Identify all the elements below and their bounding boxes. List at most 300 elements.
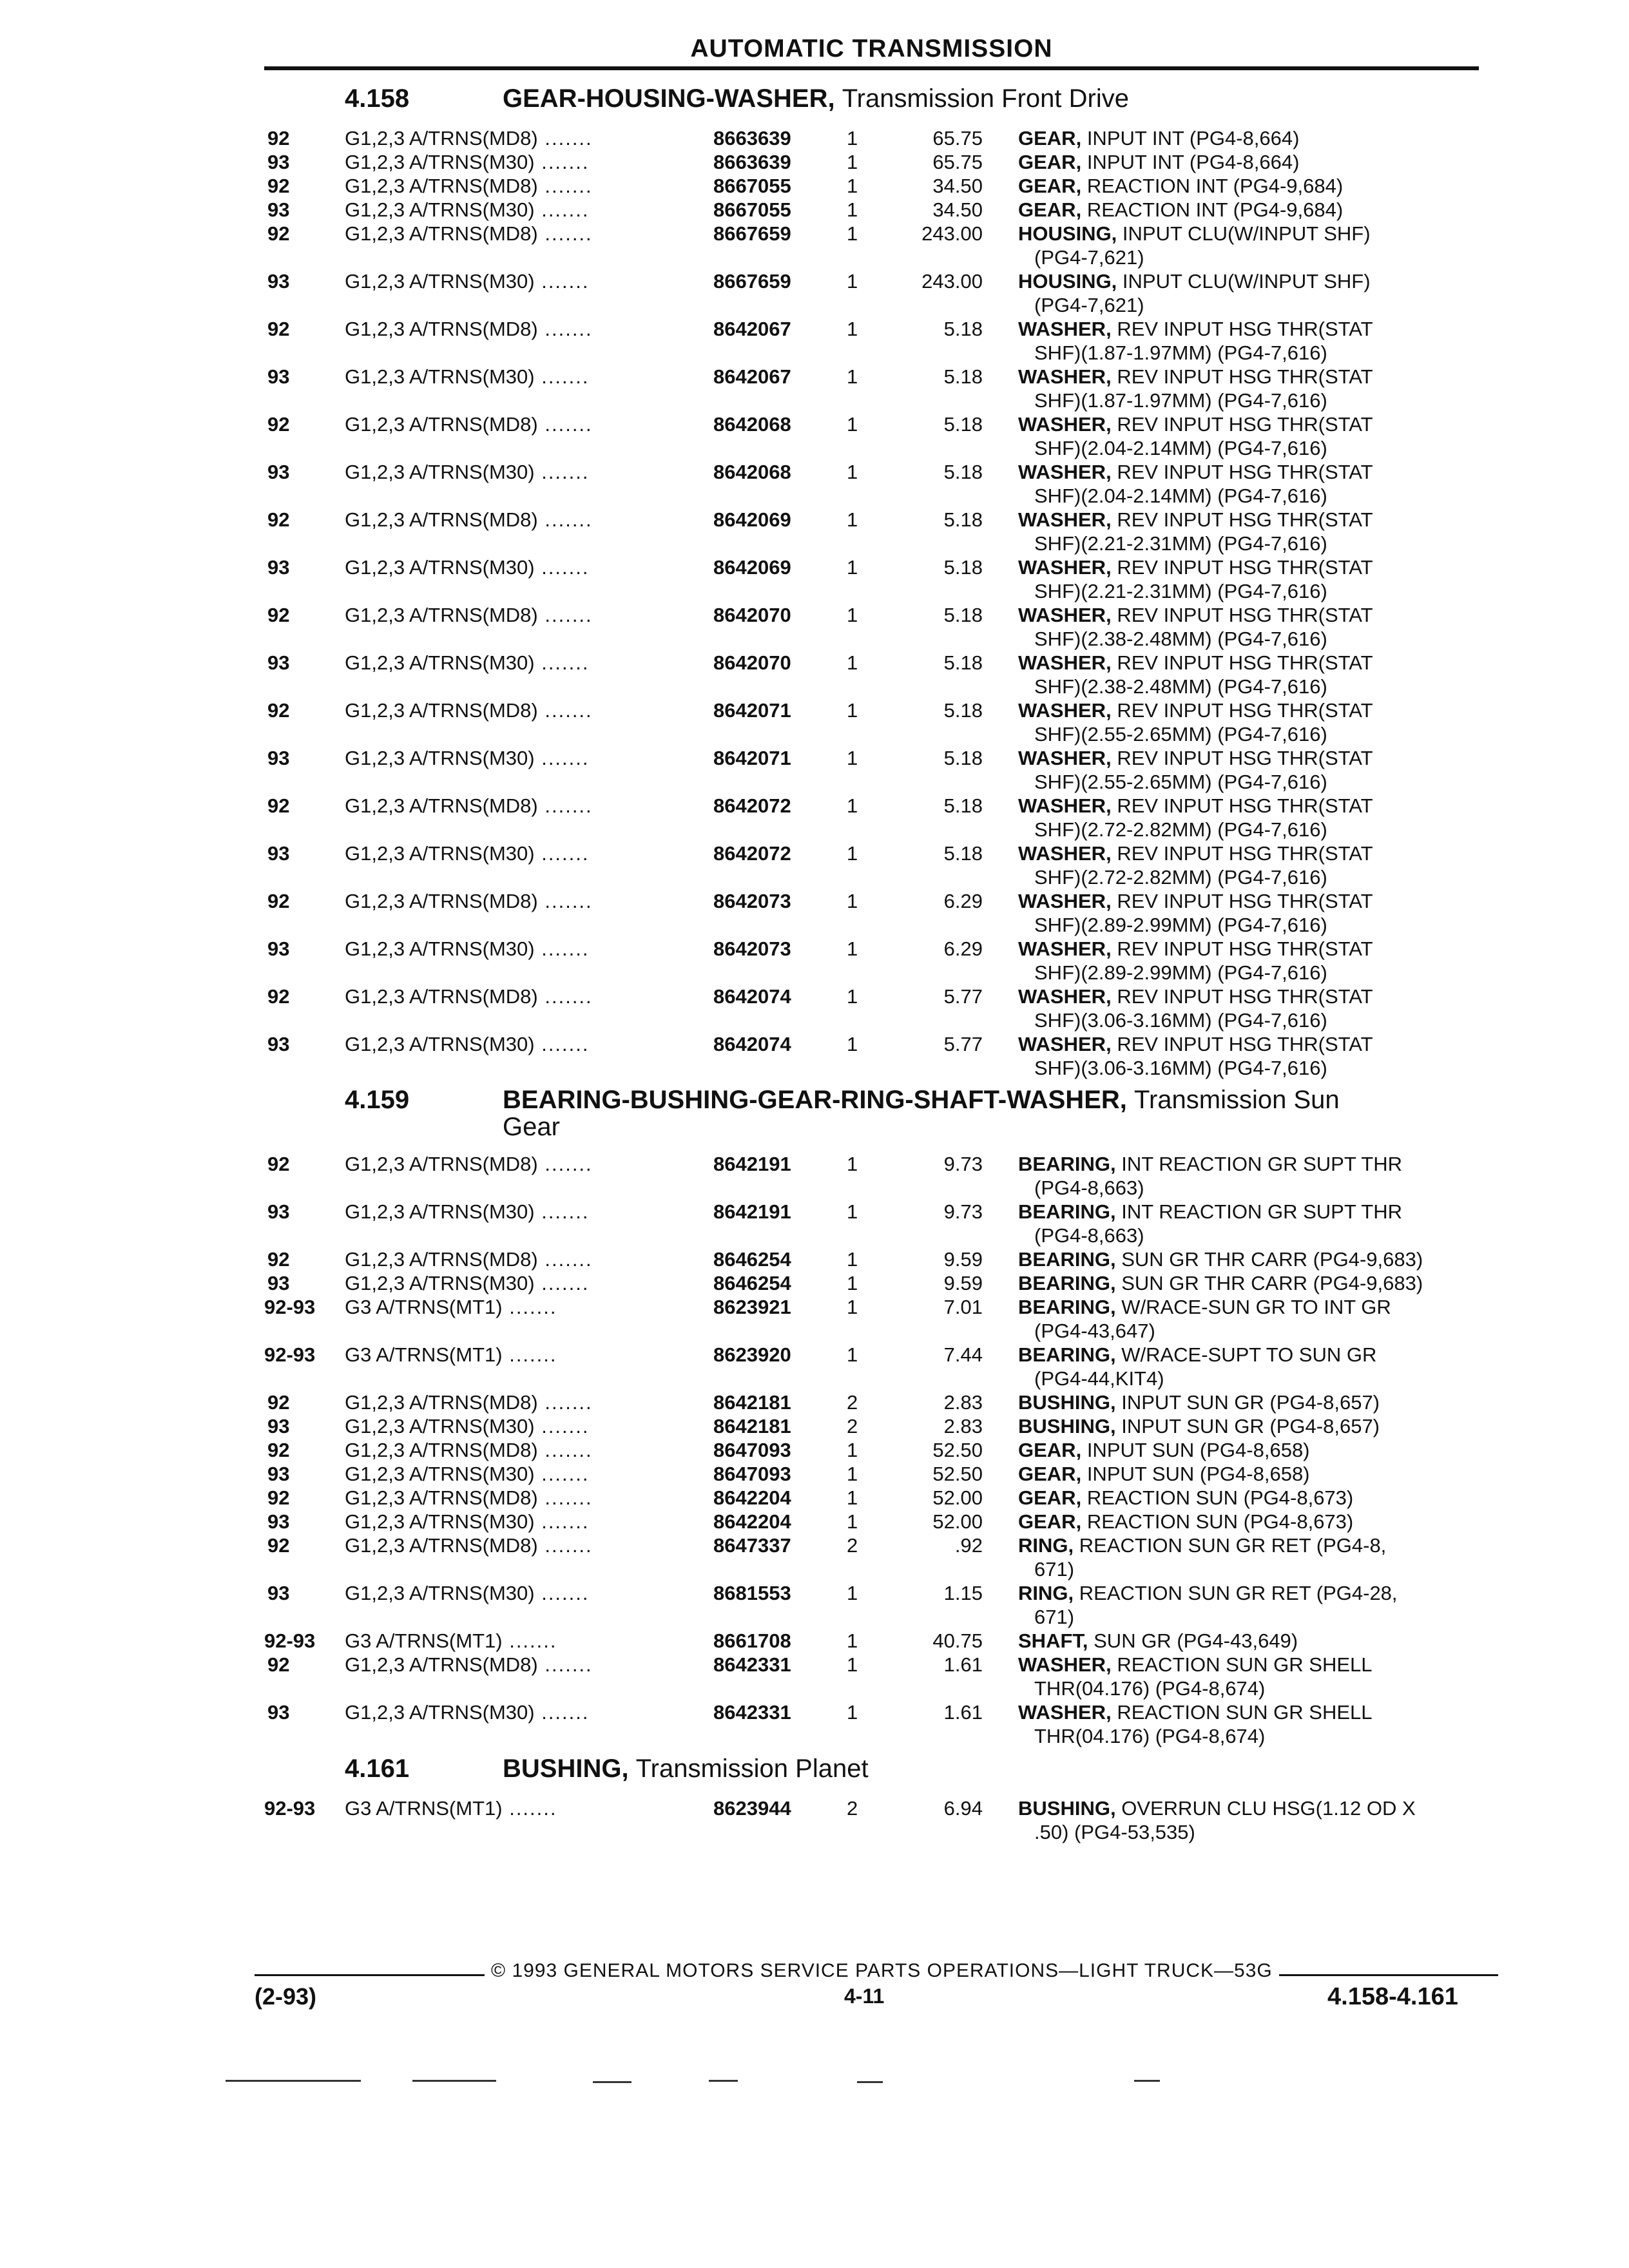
price-cell: 65.75 xyxy=(932,127,983,149)
price-cell: 52.50 xyxy=(932,1463,983,1485)
table-row xyxy=(264,603,1482,651)
year-cell: 93 xyxy=(267,747,290,769)
part-name: WASHER, xyxy=(1018,1033,1112,1055)
part-description: W/RACE-SUN GR TO INT GR xyxy=(1121,1296,1391,1318)
quantity-cell: 1 xyxy=(847,198,858,221)
part-number-cell: 8667659 xyxy=(713,222,791,245)
part-name: BUSHING, xyxy=(1018,1415,1116,1437)
price-cell: 1.15 xyxy=(943,1582,983,1604)
model-cell: G1,2,3 A/TRNS(M30) ....... xyxy=(345,1200,590,1224)
price-cell: 1.61 xyxy=(943,1653,983,1676)
part-description: REACTION INT (PG4-9,684) xyxy=(1086,175,1344,197)
part-description: REV INPUT HSG THR(STAT xyxy=(1117,985,1373,1008)
description-cell xyxy=(1018,1581,1482,1629)
price-cell: 34.50 xyxy=(932,198,983,221)
section-title-4-158 xyxy=(345,85,1129,112)
part-description: INPUT INT (PG4-8,664) xyxy=(1086,151,1300,173)
part-description-cont: (PG4-8,663) xyxy=(1034,1224,1144,1247)
price-cell: 5.18 xyxy=(943,365,983,388)
part-number-cell: 8642071 xyxy=(713,699,791,722)
quantity-cell: 1 xyxy=(847,461,858,483)
part-number-cell: 8661708 xyxy=(713,1629,791,1652)
part-name: BEARING, xyxy=(1018,1343,1116,1366)
table-row xyxy=(264,1629,1482,1653)
table-row xyxy=(264,460,1482,508)
table-row xyxy=(264,841,1482,889)
description-cell xyxy=(1018,555,1482,603)
description-cell xyxy=(1018,174,1482,198)
year-cell: 92 xyxy=(267,985,290,1008)
part-description-cont: SHF)(3.06-3.16MM) (PG4-7,616) xyxy=(1034,1009,1327,1032)
price-cell: 5.18 xyxy=(943,413,983,436)
part-description: REACTION SUN GR RET (PG4-8, xyxy=(1079,1534,1387,1557)
price-cell: 5.18 xyxy=(943,794,983,817)
section-number: 4.158 xyxy=(345,84,410,113)
table-row xyxy=(264,651,1482,698)
year-cell: 92-93 xyxy=(264,1296,316,1318)
description-cell xyxy=(1018,365,1482,412)
quantity-cell: 1 xyxy=(847,890,858,912)
price-cell: 5.77 xyxy=(943,985,983,1008)
year-cell: 93 xyxy=(267,365,290,388)
description-cell xyxy=(1018,412,1482,460)
scan-mark xyxy=(857,2081,883,2083)
quantity-cell: 1 xyxy=(847,699,858,722)
part-name: GEAR, xyxy=(1018,175,1082,197)
part-description: W/RACE-SUPT TO SUN GR xyxy=(1121,1343,1377,1366)
quantity-cell: 2 xyxy=(847,1391,858,1414)
part-description: REACTION SUN GR SHELL xyxy=(1117,1653,1373,1676)
part-name: GEAR, xyxy=(1018,151,1082,173)
part-number-cell: 8667659 xyxy=(713,270,791,293)
price-cell: 40.75 xyxy=(932,1629,983,1652)
quantity-cell: 1 xyxy=(847,1033,858,1055)
footer-date: (2-93) xyxy=(255,1983,317,2010)
price-cell: 9.73 xyxy=(943,1153,983,1175)
part-name: BEARING, xyxy=(1018,1200,1116,1223)
price-cell: 6.29 xyxy=(943,890,983,912)
part-name: WASHER, xyxy=(1018,842,1112,865)
model-cell: G1,2,3 A/TRNS(MD8) ....... xyxy=(345,317,593,341)
section-heading: BEARING-BUSHING-GEAR-RING-SHAFT-WASHER, xyxy=(503,1086,1127,1114)
quantity-cell: 1 xyxy=(847,604,858,626)
footer-copyright: © 1993 GENERAL MOTORS SERVICE PARTS OPERATIONS—LIGHT TRUCK—53G xyxy=(485,1960,1279,1982)
model-cell: G1,2,3 A/TRNS(MD8) ....... xyxy=(345,126,593,150)
part-name: GEAR, xyxy=(1018,198,1082,221)
quantity-cell: 1 xyxy=(847,1153,858,1175)
quantity-cell: 1 xyxy=(847,413,858,436)
description-cell xyxy=(1018,1629,1482,1653)
part-description: INPUT SUN (PG4-8,658) xyxy=(1086,1439,1310,1461)
table-row xyxy=(264,412,1482,460)
year-cell: 93 xyxy=(267,1701,290,1724)
table-row xyxy=(264,1700,1482,1748)
part-description-cont: .50) (PG4-53,535) xyxy=(1034,1821,1195,1843)
model-cell: G3 A/TRNS(MT1) ....... xyxy=(345,1796,557,1820)
table-row xyxy=(264,746,1482,794)
quantity-cell: 1 xyxy=(847,1463,858,1485)
price-cell: 5.18 xyxy=(943,461,983,483)
table-row xyxy=(264,222,1482,269)
table-row xyxy=(264,150,1482,174)
part-name: BUSHING, xyxy=(1018,1797,1116,1820)
part-name: WASHER, xyxy=(1018,794,1112,817)
part-number-cell: 8642181 xyxy=(713,1391,791,1414)
part-number-cell: 8642191 xyxy=(713,1153,791,1175)
part-number-cell: 8623944 xyxy=(713,1797,791,1820)
year-cell: 92 xyxy=(267,604,290,626)
part-number-cell: 8623920 xyxy=(713,1343,791,1366)
part-description-cont: SHF)(2.55-2.65MM) (PG4-7,616) xyxy=(1034,771,1327,793)
year-cell: 92 xyxy=(267,1653,290,1676)
scan-mark xyxy=(412,2080,496,2082)
model-cell: G1,2,3 A/TRNS(M30) ....... xyxy=(345,1032,590,1056)
quantity-cell: 1 xyxy=(847,1510,858,1533)
table-row xyxy=(264,269,1482,317)
year-cell: 92 xyxy=(267,1248,290,1271)
description-cell xyxy=(1018,1271,1482,1295)
price-cell: 52.00 xyxy=(932,1510,983,1533)
description-cell xyxy=(1018,1414,1482,1438)
table-row xyxy=(264,1032,1482,1080)
description-cell xyxy=(1018,746,1482,794)
part-description-cont: THR(04.176) (PG4-8,674) xyxy=(1034,1677,1266,1700)
year-cell: 93 xyxy=(267,556,290,579)
part-description-cont: SHF)(1.87-1.97MM) (PG4-7,616) xyxy=(1034,389,1327,412)
price-cell: 52.50 xyxy=(932,1439,983,1461)
part-description-cont: (PG4-44,KIT4) xyxy=(1034,1367,1164,1390)
table-row xyxy=(264,1343,1482,1390)
year-cell: 93 xyxy=(267,651,290,674)
year-cell: 92 xyxy=(267,175,290,197)
part-description: OVERRUN CLU HSG(1.12 OD X xyxy=(1121,1797,1416,1820)
part-description: REACTION SUN (PG4-8,673) xyxy=(1086,1486,1354,1509)
year-cell: 92 xyxy=(267,794,290,817)
price-cell: 52.00 xyxy=(932,1486,983,1509)
year-cell: 92 xyxy=(267,1486,290,1509)
description-cell xyxy=(1018,460,1482,508)
year-cell: 93 xyxy=(267,842,290,865)
quantity-cell: 1 xyxy=(847,747,858,769)
part-number-cell: 8642067 xyxy=(713,365,791,388)
model-cell: G1,2,3 A/TRNS(M30) ....... xyxy=(345,1510,590,1533)
part-name: WASHER, xyxy=(1018,508,1112,531)
description-cell xyxy=(1018,1510,1482,1533)
description-cell xyxy=(1018,1295,1482,1343)
price-cell: 5.18 xyxy=(943,318,983,340)
part-number-cell: 8642070 xyxy=(713,651,791,674)
table-row xyxy=(264,1438,1482,1462)
model-cell: G1,2,3 A/TRNS(M30) ....... xyxy=(345,841,590,865)
description-cell xyxy=(1018,1533,1482,1581)
part-number-cell: 8642181 xyxy=(713,1415,791,1437)
part-number-cell: 8642204 xyxy=(713,1486,791,1509)
part-description-cont: SHF)(3.06-3.16MM) (PG4-7,616) xyxy=(1034,1057,1327,1079)
part-description: REV INPUT HSG THR(STAT xyxy=(1117,508,1373,531)
part-name: BEARING, xyxy=(1018,1272,1116,1294)
part-number-cell: 8646254 xyxy=(713,1248,791,1271)
part-number-cell: 8642069 xyxy=(713,508,791,531)
scan-mark xyxy=(226,2080,361,2082)
part-description: INPUT SUN GR (PG4-8,657) xyxy=(1121,1415,1380,1437)
part-description-cont: SHF)(2.21-2.31MM) (PG4-7,616) xyxy=(1034,532,1327,555)
part-description-cont: (PG4-7,621) xyxy=(1034,294,1144,316)
part-number-cell: 8642071 xyxy=(713,747,791,769)
model-cell: G1,2,3 A/TRNS(MD8) ....... xyxy=(345,412,593,436)
year-cell: 92-93 xyxy=(264,1797,316,1820)
part-name: WASHER, xyxy=(1018,1701,1112,1724)
section-number: 4.159 xyxy=(345,1086,410,1114)
part-name: WASHER, xyxy=(1018,365,1112,388)
part-name: WASHER, xyxy=(1018,651,1112,674)
part-name: GEAR, xyxy=(1018,1463,1082,1485)
model-cell: G1,2,3 A/TRNS(MD8) ....... xyxy=(345,794,593,818)
part-description: REACTION INT (PG4-9,684) xyxy=(1086,198,1344,221)
quantity-cell: 1 xyxy=(847,508,858,531)
part-number-cell: 8667055 xyxy=(713,175,791,197)
price-cell: 5.18 xyxy=(943,747,983,769)
description-cell xyxy=(1018,1343,1482,1390)
part-description: REV INPUT HSG THR(STAT xyxy=(1117,1033,1373,1055)
price-cell: 243.00 xyxy=(921,270,983,293)
model-cell: G1,2,3 A/TRNS(MD8) ....... xyxy=(345,1390,593,1414)
year-cell: 92 xyxy=(267,413,290,436)
table-row xyxy=(264,1486,1482,1510)
year-cell: 92 xyxy=(267,1534,290,1557)
price-cell: 7.44 xyxy=(943,1343,983,1366)
description-cell xyxy=(1018,150,1482,174)
quantity-cell: 1 xyxy=(847,794,858,817)
part-name: BEARING, xyxy=(1018,1248,1116,1271)
table-row xyxy=(264,1390,1482,1414)
part-description-cont: (PG4-43,647) xyxy=(1034,1320,1155,1342)
part-description-cont: 671) xyxy=(1034,1606,1075,1628)
description-cell xyxy=(1018,1700,1482,1748)
price-cell: 5.18 xyxy=(943,604,983,626)
price-cell: 9.59 xyxy=(943,1272,983,1294)
table-row xyxy=(264,365,1482,412)
part-description-cont: SHF)(2.38-2.48MM) (PG4-7,616) xyxy=(1034,628,1327,650)
part-description: INPUT CLU(W/INPUT SHF) xyxy=(1122,222,1371,245)
price-cell: 5.18 xyxy=(943,842,983,865)
year-cell: 92 xyxy=(267,318,290,340)
part-description: REACTION SUN (PG4-8,673) xyxy=(1086,1510,1354,1533)
quantity-cell: 1 xyxy=(847,1486,858,1509)
part-name: WASHER, xyxy=(1018,461,1112,483)
description-cell xyxy=(1018,1462,1482,1486)
quantity-cell: 1 xyxy=(847,1296,858,1318)
part-description-cont: SHF)(2.04-2.14MM) (PG4-7,616) xyxy=(1034,437,1327,459)
part-description: REV INPUT HSG THR(STAT xyxy=(1117,937,1373,960)
parts-list-4-158 xyxy=(264,126,1482,1080)
model-cell: G1,2,3 A/TRNS(MD8) ....... xyxy=(345,1533,593,1557)
quantity-cell: 1 xyxy=(847,365,858,388)
quantity-cell: 1 xyxy=(847,175,858,197)
table-row xyxy=(264,698,1482,746)
table-row xyxy=(264,1462,1482,1486)
part-name: BEARING, xyxy=(1018,1153,1116,1175)
quantity-cell: 1 xyxy=(847,270,858,293)
part-number-cell: 8667055 xyxy=(713,198,791,221)
quantity-cell: 1 xyxy=(847,1439,858,1461)
quantity-cell: 1 xyxy=(847,151,858,173)
table-row xyxy=(264,174,1482,198)
part-number-cell: 8642072 xyxy=(713,842,791,865)
year-cell: 92 xyxy=(267,222,290,245)
year-cell: 93 xyxy=(267,270,290,293)
description-cell xyxy=(1018,603,1482,651)
model-cell: G1,2,3 A/TRNS(M30) ....... xyxy=(345,198,590,222)
part-description-cont: SHF)(2.04-2.14MM) (PG4-7,616) xyxy=(1034,485,1327,507)
part-description-cont: 671) xyxy=(1034,1558,1075,1581)
quantity-cell: 1 xyxy=(847,1629,858,1652)
price-cell: 1.61 xyxy=(943,1701,983,1724)
part-description: REACTION SUN GR RET (PG4-28, xyxy=(1079,1582,1398,1604)
description-cell xyxy=(1018,1247,1482,1271)
table-row xyxy=(264,1295,1482,1343)
model-cell: G1,2,3 A/TRNS(M30) ....... xyxy=(345,555,590,579)
footer-page-number: 4-11 xyxy=(844,1984,885,2008)
part-name: HOUSING, xyxy=(1018,222,1117,245)
part-description-cont: SHF)(2.72-2.82MM) (PG4-7,616) xyxy=(1034,818,1327,841)
price-cell: 7.01 xyxy=(943,1296,983,1318)
year-cell: 92-93 xyxy=(264,1343,316,1366)
part-number-cell: 8642191 xyxy=(713,1200,791,1223)
part-description-cont: SHF)(2.89-2.99MM) (PG4-7,616) xyxy=(1034,961,1327,984)
quantity-cell: 1 xyxy=(847,842,858,865)
description-cell xyxy=(1018,1796,1482,1844)
part-description: SUN GR THR CARR (PG4-9,683) xyxy=(1121,1272,1423,1294)
year-cell: 93 xyxy=(267,198,290,221)
year-cell: 93 xyxy=(267,1200,290,1223)
model-cell: G1,2,3 A/TRNS(M30) ....... xyxy=(345,269,590,293)
year-cell: 93 xyxy=(267,1415,290,1437)
description-cell xyxy=(1018,1200,1482,1247)
price-cell: 5.18 xyxy=(943,699,983,722)
quantity-cell: 1 xyxy=(847,318,858,340)
quantity-cell: 2 xyxy=(847,1534,858,1557)
part-description-cont: SHF)(2.38-2.48MM) (PG4-7,616) xyxy=(1034,675,1327,698)
model-cell: G1,2,3 A/TRNS(M30) ....... xyxy=(345,460,590,484)
model-cell: G1,2,3 A/TRNS(MD8) ....... xyxy=(345,508,593,532)
table-row xyxy=(264,985,1482,1032)
model-cell: G1,2,3 A/TRNS(M30) ....... xyxy=(345,1414,590,1438)
part-number-cell: 8663639 xyxy=(713,151,791,173)
model-cell: G1,2,3 A/TRNS(MD8) ....... xyxy=(345,1486,593,1510)
part-description: INPUT INT (PG4-8,664) xyxy=(1086,127,1300,149)
price-cell: 2.83 xyxy=(943,1391,983,1414)
model-cell: G3 A/TRNS(MT1) ....... xyxy=(345,1629,557,1653)
description-cell xyxy=(1018,1653,1482,1700)
part-description: INPUT SUN (PG4-8,658) xyxy=(1086,1463,1310,1485)
price-cell: .92 xyxy=(954,1534,983,1557)
part-name: WASHER, xyxy=(1018,747,1112,769)
price-cell: 9.73 xyxy=(943,1200,983,1223)
description-cell xyxy=(1018,222,1482,269)
part-number-cell: 8647093 xyxy=(713,1439,791,1461)
part-name: RING, xyxy=(1018,1582,1074,1604)
year-cell: 92-93 xyxy=(264,1629,316,1652)
part-description-cont: (PG4-8,663) xyxy=(1034,1177,1144,1199)
part-number-cell: 8642067 xyxy=(713,318,791,340)
part-number-cell: 8663639 xyxy=(713,127,791,149)
part-name: SHAFT, xyxy=(1018,1629,1088,1652)
description-cell xyxy=(1018,889,1482,937)
table-row xyxy=(264,1152,1482,1200)
part-number-cell: 8647093 xyxy=(713,1463,791,1485)
description-cell xyxy=(1018,126,1482,150)
part-description: REV INPUT HSG THR(STAT xyxy=(1117,365,1373,388)
part-description: REV INPUT HSG THR(STAT xyxy=(1117,318,1373,340)
description-cell xyxy=(1018,794,1482,841)
price-cell: 243.00 xyxy=(921,222,983,245)
section-title-4-159 xyxy=(345,1086,1340,1140)
part-number-cell: 8642072 xyxy=(713,794,791,817)
quantity-cell: 1 xyxy=(847,1701,858,1724)
part-description: REV INPUT HSG THR(STAT xyxy=(1117,651,1373,674)
part-description: REV INPUT HSG THR(STAT xyxy=(1117,747,1373,769)
part-name: GEAR, xyxy=(1018,1510,1082,1533)
table-row xyxy=(264,1510,1482,1533)
part-description: INT REACTION GR SUPT THR xyxy=(1121,1200,1402,1223)
table-row xyxy=(264,1796,1482,1844)
part-name: BUSHING, xyxy=(1018,1391,1116,1414)
table-row xyxy=(264,1247,1482,1271)
part-number-cell: 8646254 xyxy=(713,1272,791,1294)
part-name: WASHER, xyxy=(1018,699,1112,722)
model-cell: G3 A/TRNS(MT1) ....... xyxy=(345,1295,557,1319)
year-cell: 92 xyxy=(267,1439,290,1461)
part-number-cell: 8642073 xyxy=(713,890,791,912)
table-row xyxy=(264,937,1482,985)
year-cell: 93 xyxy=(267,461,290,483)
section-subtitle-cont: Gear xyxy=(503,1113,560,1141)
table-row xyxy=(264,794,1482,841)
part-description: REACTION SUN GR SHELL xyxy=(1117,1701,1373,1724)
model-cell: G1,2,3 A/TRNS(MD8) ....... xyxy=(345,985,593,1008)
part-name: WASHER, xyxy=(1018,1653,1112,1676)
quantity-cell: 1 xyxy=(847,222,858,245)
part-number-cell: 8642073 xyxy=(713,937,791,960)
year-cell: 93 xyxy=(267,1463,290,1485)
quantity-cell: 2 xyxy=(847,1415,858,1437)
model-cell: G1,2,3 A/TRNS(M30) ....... xyxy=(345,937,590,961)
table-row xyxy=(264,1200,1482,1247)
year-cell: 92 xyxy=(267,508,290,531)
table-row xyxy=(264,1271,1482,1295)
price-cell: 5.18 xyxy=(943,556,983,579)
part-description-cont: THR(04.176) (PG4-8,674) xyxy=(1034,1725,1266,1747)
part-name: RING, xyxy=(1018,1534,1074,1557)
part-description-cont: SHF)(1.87-1.97MM) (PG4-7,616) xyxy=(1034,341,1327,364)
price-cell: 5.18 xyxy=(943,651,983,674)
year-cell: 93 xyxy=(267,937,290,960)
part-number-cell: 8642074 xyxy=(713,1033,791,1055)
part-name: HOUSING, xyxy=(1018,270,1117,293)
part-description: REV INPUT HSG THR(STAT xyxy=(1117,413,1373,436)
model-cell: G1,2,3 A/TRNS(MD8) ....... xyxy=(345,889,593,913)
model-cell: G1,2,3 A/TRNS(M30) ....... xyxy=(345,651,590,675)
model-cell: G1,2,3 A/TRNS(M30) ....... xyxy=(345,1462,590,1486)
description-cell xyxy=(1018,1438,1482,1462)
price-cell: 6.94 xyxy=(943,1797,983,1820)
part-description-cont: SHF)(2.21-2.31MM) (PG4-7,616) xyxy=(1034,580,1327,602)
model-cell: G1,2,3 A/TRNS(M30) ....... xyxy=(345,1700,590,1724)
part-number-cell: 8642331 xyxy=(713,1653,791,1676)
table-row xyxy=(264,889,1482,937)
part-name: WASHER, xyxy=(1018,604,1112,626)
quantity-cell: 1 xyxy=(847,985,858,1008)
